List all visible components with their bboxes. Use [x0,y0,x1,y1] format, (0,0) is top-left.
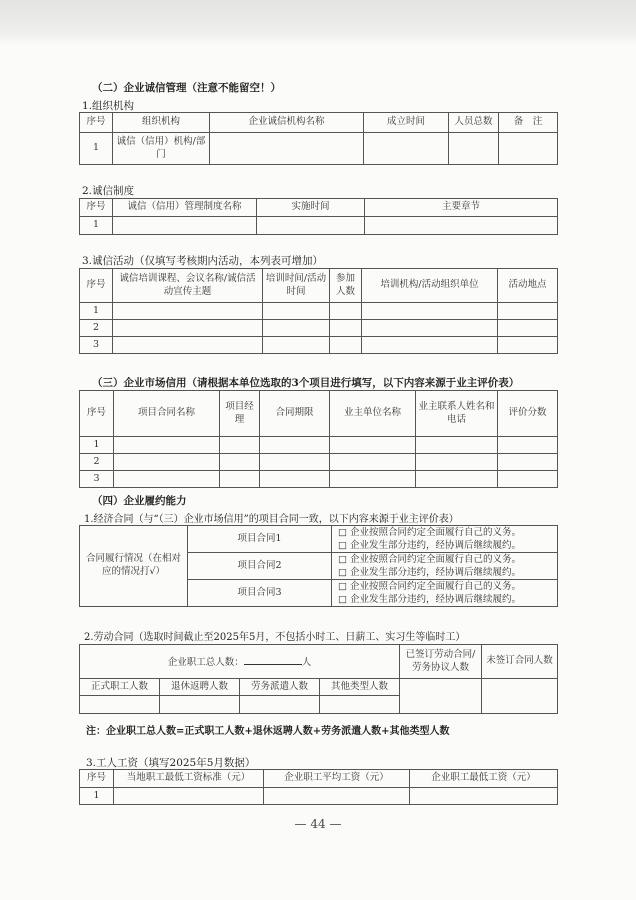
market-cell[interactable] [260,454,330,471]
labor-total-unit: 人 [301,656,312,668]
market-header-owner: 业主单位名称 [330,391,416,437]
econ-option-partial[interactable]: □ 企业发生部分违约，经协调后继续履约。 [338,540,521,551]
org-cell-date[interactable] [364,133,449,165]
wage-table [79,769,558,805]
org-table [79,112,558,165]
act-header-time: 培训时间/活动时间 [263,269,330,303]
market-table [79,390,558,488]
section-3-title: （三）企业市场信用（请根据本单位选取的3个项目进行填写，以下内容来源于业主评价表） [92,377,520,389]
act-cell[interactable] [330,303,362,320]
market-cell[interactable] [220,437,260,454]
econ-option-partial[interactable]: □ 企业发生部分违约，经协调后继续履约。 [338,594,521,605]
org-cell-remark[interactable] [499,133,558,165]
sys-cell-name[interactable] [113,217,257,235]
market-cell[interactable] [498,471,558,488]
org-row-type: 诚信（信用）机构/部门 [113,133,210,165]
market-cell[interactable] [114,454,220,471]
econ-options-2 [332,553,558,580]
wage-heading: 3.工人工资（填写2025年5月数据） [86,757,256,769]
org-heading: 1.组织机构 [82,100,135,112]
labor-value-other[interactable] [320,696,400,714]
market-header-score: 评价分数 [498,391,558,437]
market-cell[interactable] [416,471,498,488]
wage-cell-local-min[interactable] [114,788,264,805]
act-row-no: 1 [80,303,113,320]
econ-table [79,525,558,607]
section-4-title: （四）企业履约能力 [92,495,187,507]
wage-header-no: 序号 [80,770,114,788]
market-cell[interactable] [114,471,220,488]
econ-contract-2: 项目合同2 [188,553,332,580]
market-cell[interactable] [260,437,330,454]
act-header-no: 序号 [80,269,113,303]
org-header-count: 人员总数 [449,113,499,133]
econ-heading: 1.经济合同（与“（三）企业市场信用”的项目合同一致，以下内容来源于业主评价表） [84,514,459,525]
econ-options-3 [332,580,558,607]
act-cell[interactable] [263,337,330,354]
top-edge-shadow [0,0,636,46]
act-heading: 3.诚信活动（仅填写考核期内活动，本列表可增加） [82,255,324,267]
act-row-no: 2 [80,320,113,337]
wage-row-no: 1 [80,788,114,805]
act-cell[interactable] [330,337,362,354]
sys-header-no: 序号 [80,199,113,217]
act-cell[interactable] [362,303,498,320]
market-cell[interactable] [498,437,558,454]
labor-signed-header: 已签订劳动合同/劳务协议人数 [400,645,482,679]
econ-option-partial[interactable]: □ 企业发生部分违约，经协调后继续履约。 [338,567,521,578]
econ-option-full[interactable]: □ 企业按照合同约定全面履行自己的义务。 [338,554,521,565]
labor-unsigned-value[interactable] [482,679,558,714]
org-cell-count[interactable] [449,133,499,165]
act-header-topic: 诚信培训课程、会议名称/诚信活动宣传主题 [113,269,263,303]
act-header-org: 培训机构/活动组织单位 [362,269,498,303]
wage-header-local-min: 当地职工最低工资标准（元） [114,770,264,788]
market-cell[interactable] [220,454,260,471]
sys-table [79,198,558,235]
market-cell[interactable] [220,471,260,488]
act-header-count: 参加人数 [330,269,362,303]
market-header-period: 合同期限 [260,391,330,437]
wage-cell-avg[interactable] [264,788,410,805]
labor-signed-value[interactable] [400,679,482,714]
org-header-name: 企业诚信机构名称 [210,113,364,133]
market-row-no: 1 [80,437,114,454]
act-cell[interactable] [113,337,263,354]
labor-cat-retired: 退休返聘人数 [160,679,240,696]
org-header-no: 序号 [80,113,113,133]
act-cell[interactable] [330,320,362,337]
labor-cat-other: 其他类型人数 [320,679,400,696]
sys-cell-date[interactable] [257,217,365,235]
sys-cell-chapter[interactable] [365,217,558,235]
org-header-org: 组织机构 [113,113,210,133]
labor-total-input[interactable] [244,654,302,665]
market-cell[interactable] [498,454,558,471]
act-cell[interactable] [263,303,330,320]
labor-note: 注：企业职工总人数=正式职工人数+退休返聘人数+劳务派遣人数+其他类型人数 [86,726,450,737]
labor-value-dispatch[interactable] [240,696,320,714]
act-cell[interactable] [263,320,330,337]
act-cell[interactable] [113,320,263,337]
market-cell[interactable] [260,471,330,488]
sys-heading: 2.诚信制度 [82,185,135,197]
market-cell[interactable] [330,454,416,471]
market-cell[interactable] [330,437,416,454]
econ-options-1 [332,526,558,553]
sys-row-no: 1 [80,217,113,235]
econ-contract-3: 项目合同3 [188,580,332,607]
act-cell[interactable] [113,303,263,320]
econ-option-full[interactable]: □ 企业按照合同约定全面履行自己的义务。 [338,581,521,592]
labor-unsigned-header: 未签订合同人数 [482,645,558,679]
econ-label: 合同履行情况（在相对应的情况打√） [80,526,188,607]
org-header-date: 成立时间 [364,113,449,133]
act-cell[interactable] [362,337,498,354]
market-row-no: 2 [80,454,114,471]
market-header-no: 序号 [80,391,114,437]
org-header-remark: 备 注 [499,113,558,133]
section-2-title: （二）企业诚信管理（注意不能留空！） [92,82,281,94]
econ-option-full[interactable]: □ 企业按照合同约定全面履行自己的义务。 [338,527,521,538]
act-row-no: 3 [80,337,113,354]
page-number: — 44 — [294,817,342,831]
sys-header-date: 实施时间 [257,199,365,217]
act-cell[interactable] [498,320,558,337]
sys-header-name: 诚信（信用）管理制度名称 [113,199,257,217]
act-header-place: 活动地点 [498,269,558,303]
market-cell[interactable] [416,437,498,454]
wage-header-min: 企业职工最低工资（元） [410,770,558,788]
act-cell[interactable] [498,337,558,354]
market-cell[interactable] [330,471,416,488]
market-header-manager: 项目经理 [220,391,260,437]
labor-cat-formal: 正式职工人数 [80,679,160,696]
labor-value-formal[interactable] [80,696,160,714]
market-header-contract: 项目合同名称 [114,391,220,437]
wage-cell-min[interactable] [410,788,558,805]
wage-header-avg: 企业职工平均工资（元） [264,770,410,788]
market-header-contact: 业主联系人姓名和电话 [416,391,498,437]
market-row-no: 3 [80,471,114,488]
labor-table [79,644,558,714]
labor-heading: 2.劳动合同（选取时间截止至2025年5月，不包括小时工、日薪工、实习生等临时工） [84,632,466,643]
market-cell[interactable] [114,437,220,454]
labor-cat-dispatch: 劳务派遣人数 [240,679,320,696]
market-cell[interactable] [416,454,498,471]
act-cell[interactable] [362,320,498,337]
org-cell-name[interactable] [210,133,364,165]
sys-header-chapter: 主要章节 [365,199,558,217]
act-table [79,268,558,354]
act-cell[interactable] [498,303,558,320]
econ-contract-1: 项目合同1 [188,526,332,553]
org-row-no: 1 [80,133,113,165]
labor-total-cell [80,645,400,679]
labor-value-retired[interactable] [160,696,240,714]
labor-total-label: 企业职工总人数： [167,656,244,668]
